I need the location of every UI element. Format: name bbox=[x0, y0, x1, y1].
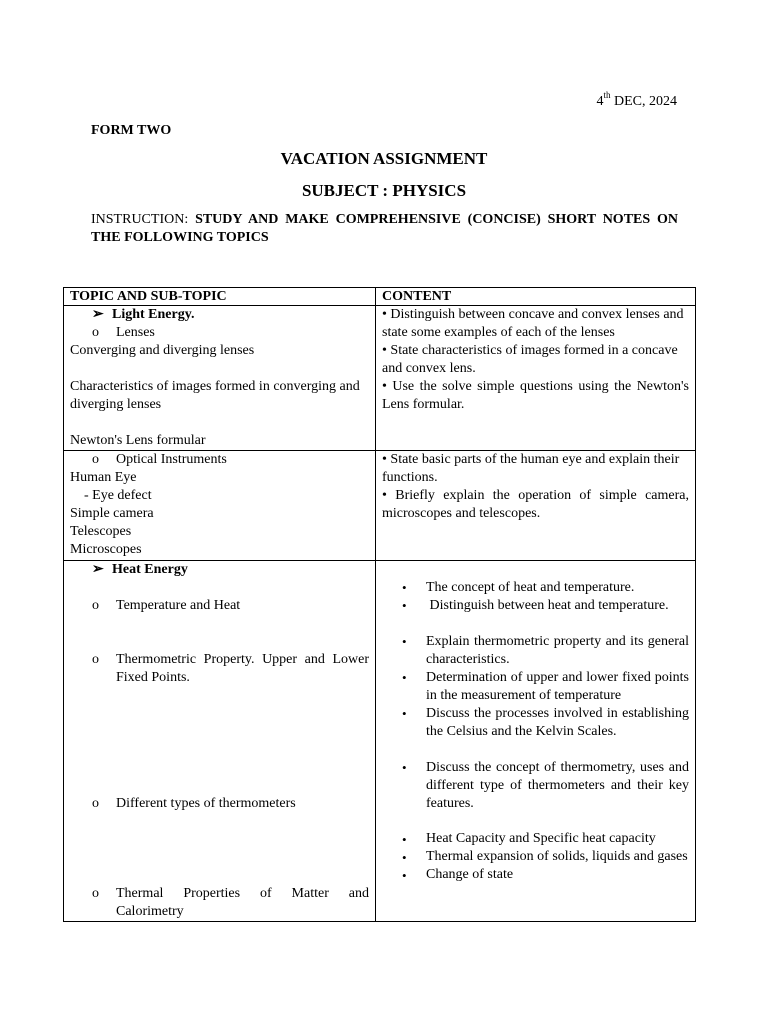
instruction-label: INSTRUCTION: bbox=[91, 212, 196, 227]
bullet-icon: • bbox=[402, 670, 407, 685]
arrow-bullet-icon: ➢ bbox=[92, 562, 104, 577]
list-item: - Eye defect bbox=[84, 488, 152, 503]
list-item: • Distinguish between heat and temperature. bbox=[402, 598, 669, 613]
main-topic: ➢ Light Energy. bbox=[92, 307, 195, 322]
topic-cell bbox=[64, 561, 376, 922]
list-item: • Discuss the processes involved in establishing the Celsius and the Kelvin Scales. bbox=[402, 706, 689, 739]
list-item: Microscopes bbox=[70, 542, 142, 557]
topics-table bbox=[63, 287, 696, 922]
list-item: • Thermal expansion of solids, liquids and gases bbox=[402, 849, 688, 865]
main-topic: ➢ Heat Energy bbox=[92, 562, 188, 577]
content-item: • State characteristics of images formed in a concave and convex lens. bbox=[382, 343, 678, 376]
list-item: • Change of state bbox=[402, 867, 514, 883]
list-item: • Heat Capacity and Specific heat capacity bbox=[402, 831, 656, 847]
bullet-icon: • bbox=[402, 634, 407, 649]
instruction bbox=[91, 211, 678, 247]
circle-bullet-icon: o bbox=[92, 598, 99, 613]
arrow-bullet-icon: ➢ bbox=[92, 307, 104, 322]
document-title: VACATION ASSIGNMENT bbox=[280, 149, 488, 168]
header-content: CONTENT bbox=[376, 288, 696, 306]
content-item: • Briefly explain the operation of simple camera, microscopes and telescopes. bbox=[382, 488, 689, 521]
bullet-icon: • bbox=[402, 598, 407, 613]
circle-bullet-icon: o bbox=[92, 452, 99, 467]
content-cell bbox=[376, 561, 696, 922]
sub-topic: o Thermal Properties of Matter and Calorimetry bbox=[92, 886, 369, 919]
content-item: • Distinguish between concave and convex lenses and state some examples of each of the lenses bbox=[382, 307, 684, 340]
circle-bullet-icon: o bbox=[92, 886, 99, 901]
sub-topic: o Optical Instruments bbox=[70, 451, 369, 469]
sub-topic: o Different types of thermometers bbox=[92, 796, 296, 811]
bullet-icon: • bbox=[402, 832, 407, 847]
circle-bullet-icon: o bbox=[92, 796, 99, 811]
table-row bbox=[64, 561, 696, 922]
list-item: Characteristics of images formed in converging and diverging lenses bbox=[70, 379, 360, 412]
content-cell bbox=[376, 451, 696, 561]
table-header-row bbox=[64, 288, 696, 306]
subject-title: SUBJECT : PHYSICS bbox=[301, 181, 467, 200]
table-row bbox=[64, 451, 696, 561]
content-item: • Use the solve simple questions using the Newton's Lens formular. bbox=[382, 379, 689, 412]
bullet-icon: • bbox=[402, 850, 407, 865]
content-list bbox=[382, 633, 689, 741]
bullet-icon: • bbox=[402, 580, 407, 595]
list-item: Telescopes bbox=[70, 524, 132, 539]
list-item: Human Eye bbox=[70, 470, 137, 485]
date: 4th DEC, 2024 bbox=[596, 90, 677, 109]
list-item: Newton's Lens formular bbox=[70, 433, 206, 448]
sub-topic: o Thermometric Property. Upper and Lower Fixed Points. bbox=[92, 652, 369, 685]
content-list bbox=[382, 831, 689, 885]
bullet-icon: • bbox=[402, 760, 407, 775]
content-list bbox=[382, 759, 689, 813]
list-item: Simple camera bbox=[70, 506, 154, 521]
sub-topic: o Temperature and Heat bbox=[92, 598, 241, 613]
topic-cell bbox=[64, 306, 376, 451]
bullet-icon: • bbox=[402, 706, 407, 721]
bullet-icon: • bbox=[402, 868, 407, 883]
content-item: • State basic parts of the human eye and explain their functions. bbox=[382, 452, 680, 485]
form-label: FORM TWO bbox=[91, 123, 172, 138]
circle-bullet-icon: o bbox=[92, 652, 99, 667]
list-item: • Determination of upper and lower fixed points in the measurement of temperature bbox=[402, 670, 689, 703]
list-item: • The concept of heat and temperature. bbox=[402, 580, 635, 595]
content-cell bbox=[376, 306, 696, 451]
list-item: Converging and diverging lenses bbox=[70, 343, 255, 358]
circle-bullet-icon: o bbox=[92, 325, 99, 340]
content-list bbox=[382, 579, 689, 615]
table-row bbox=[64, 306, 696, 451]
topic-cell bbox=[64, 451, 376, 561]
sub-topic: o Lenses bbox=[70, 324, 369, 342]
instruction-text: STUDY AND MAKE COMPREHENSIVE (CONCISE) SHORT NOTES ON THE FOLLOWING TOPICS bbox=[91, 212, 678, 245]
header-topic: TOPIC AND SUB-TOPIC bbox=[64, 288, 376, 306]
list-item: • Discuss the concept of thermometry, uses and different type of thermometers and their key features. bbox=[402, 760, 689, 811]
list-item: • Explain thermometric property and its general characteristics. bbox=[402, 634, 689, 667]
